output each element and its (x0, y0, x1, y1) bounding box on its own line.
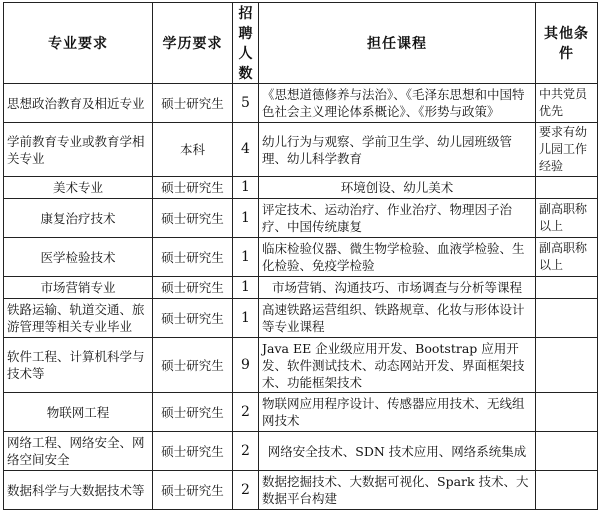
cell-other (536, 177, 598, 199)
recruitment-table (3, 2, 598, 510)
cell-courses: 网络安全技术、SDN 技术应用、网络系统集成 (259, 432, 536, 471)
cell-courses: 幼儿行为与观察、学前卫生学、幼儿园班级管理、幼儿科学教育 (259, 123, 536, 177)
header-major: 专业要求 (4, 3, 153, 84)
table-row (4, 338, 598, 393)
cell-major: 学前教育专业或教育学相关专业 (4, 123, 153, 177)
table-row (4, 123, 598, 177)
cell-major: 物联网工程 (4, 393, 153, 432)
header-other: 其他条件 (536, 3, 598, 84)
cell-count: 2 (233, 393, 259, 432)
cell-other (536, 393, 598, 432)
cell-count: 1 (233, 277, 259, 299)
cell-count: 1 (233, 238, 259, 277)
cell-count: 5 (233, 84, 259, 123)
table-row (4, 432, 598, 471)
table-row (4, 84, 598, 123)
cell-education: 硕士研究生 (153, 84, 233, 123)
cell-count: 2 (233, 471, 259, 510)
table-row (4, 393, 598, 432)
cell-other (536, 338, 598, 393)
cell-other (536, 432, 598, 471)
cell-education: 硕士研究生 (153, 238, 233, 277)
cell-major: 软件工程、计算机科学与技术等 (4, 338, 153, 393)
header-education: 学历要求 (153, 3, 233, 84)
cell-other: 副高职称以上 (536, 199, 598, 238)
cell-count: 1 (233, 177, 259, 199)
cell-count: 4 (233, 123, 259, 177)
cell-courses: 评定技术、运动治疗、作业治疗、物理因子治疗、中国传统康复 (259, 199, 536, 238)
cell-count: 9 (233, 338, 259, 393)
cell-courses: 临床检验仪器、微生物学检验、血液学检验、生化检验、免疫学检验 (259, 238, 536, 277)
cell-count: 2 (233, 432, 259, 471)
cell-courses: 《思想道德修养与法治》、《毛泽东思想和中国特色社会主义理论体系概论》、《形势与政策》 (259, 84, 536, 123)
cell-education: 硕士研究生 (153, 393, 233, 432)
cell-other: 中共党员优先 (536, 84, 598, 123)
cell-courses: Java EE 企业级应用开发、Bootstrap 应用开发、软件测试技术、动态网站开发、界面框架技术、功能框架技术 (259, 338, 536, 393)
cell-education: 硕士研究生 (153, 471, 233, 510)
cell-major: 美术专业 (4, 177, 153, 199)
cell-major: 网络工程、网络安全、网络空间安全 (4, 432, 153, 471)
cell-other (536, 471, 598, 510)
cell-courses: 数据挖掘技术、大数据可视化、Spark 技术、大数据平台构建 (259, 471, 536, 510)
cell-major: 思想政治教育及相近专业 (4, 84, 153, 123)
cell-major: 数据科学与大数据技术等 (4, 471, 153, 510)
cell-education: 硕士研究生 (153, 299, 233, 338)
cell-education: 硕士研究生 (153, 338, 233, 393)
cell-other: 要求有幼儿园工作经验 (536, 123, 598, 177)
header-courses: 担任课程 (259, 3, 536, 84)
table-row (4, 177, 598, 199)
cell-other (536, 299, 598, 338)
cell-other: 副高职称以上 (536, 238, 598, 277)
table-row (4, 199, 598, 238)
cell-other (536, 277, 598, 299)
cell-courses: 高速铁路运营组织、铁路规章、化妆与形体设计等专业课程 (259, 299, 536, 338)
table-row (4, 471, 598, 510)
cell-major: 市场营销专业 (4, 277, 153, 299)
header-count: 招聘人数 (233, 3, 259, 84)
cell-education: 硕士研究生 (153, 432, 233, 471)
cell-major: 医学检验技术 (4, 238, 153, 277)
cell-education: 本科 (153, 123, 233, 177)
cell-education: 硕士研究生 (153, 277, 233, 299)
cell-major: 铁路运输、轨道交通、旅游管理等相关专业毕业 (4, 299, 153, 338)
cell-major: 康复治疗技术 (4, 199, 153, 238)
table-header-row (4, 3, 598, 84)
table-row (4, 238, 598, 277)
cell-courses: 物联网应用程序设计、传感器应用技术、无线组网技术 (259, 393, 536, 432)
cell-education: 硕士研究生 (153, 199, 233, 238)
table-row (4, 277, 598, 299)
cell-count: 1 (233, 299, 259, 338)
cell-courses: 市场营销、沟通技巧、市场调查与分析等课程 (259, 277, 536, 299)
cell-count: 1 (233, 199, 259, 238)
cell-courses: 环境创设、幼儿美术 (259, 177, 536, 199)
cell-education: 硕士研究生 (153, 177, 233, 199)
table-row (4, 299, 598, 338)
